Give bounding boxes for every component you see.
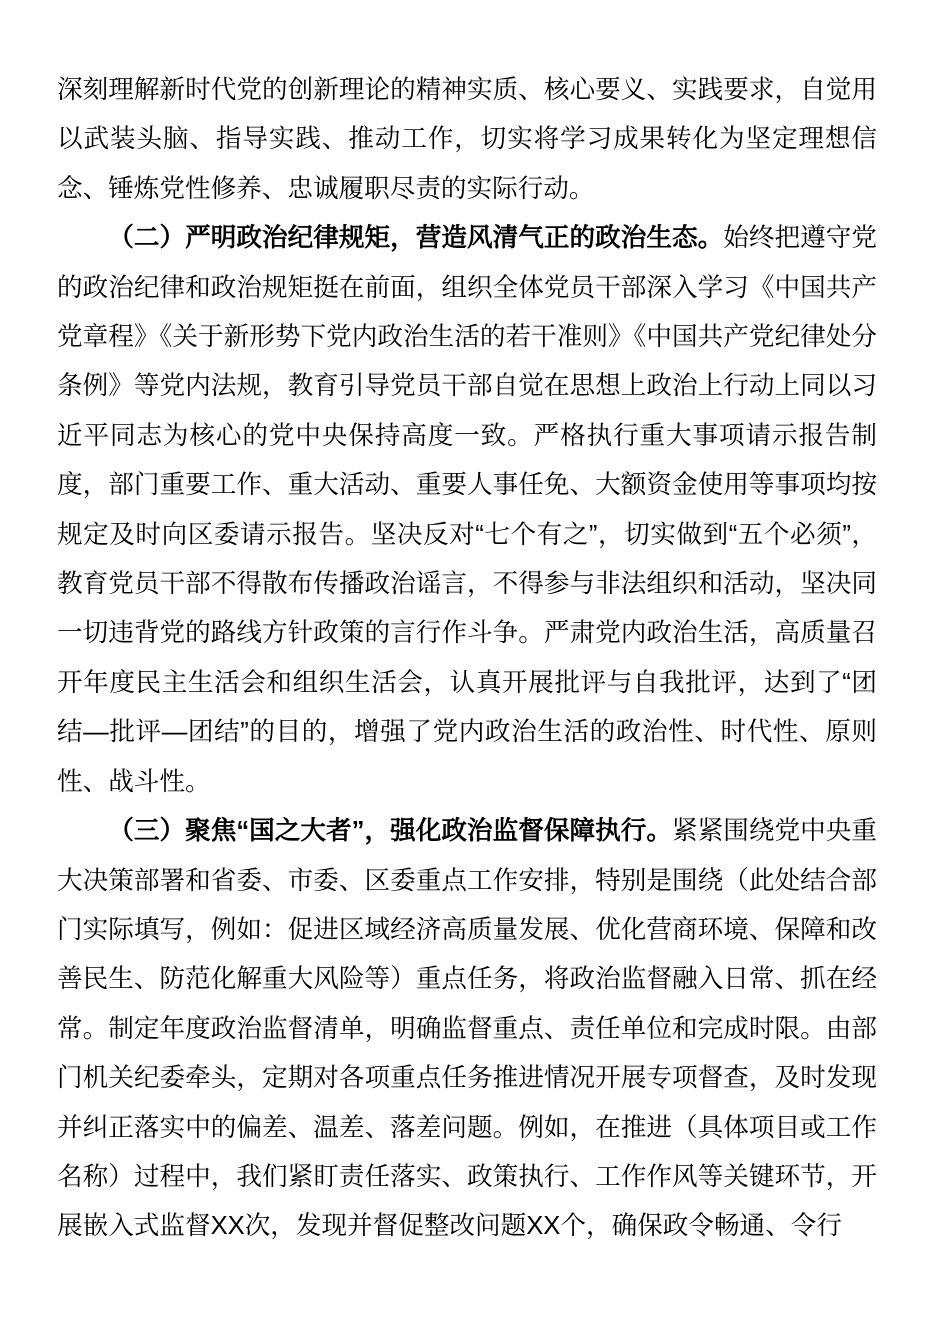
- section-3-heading: （三）聚焦“国之大者”，强化政治监督保障执行。: [108, 817, 672, 846]
- paragraph-section-3: [57, 807, 877, 1252]
- paragraph-continuation: 深刻理解新时代党的创新理论的精神实质、核心要义、实践要求，自觉用以武装头脑、指导实践、推动工作，切实将学习成果转化为坚定理想信念、锤炼党性修养、忠诚履职尽责的实际行动。: [57, 76, 877, 203]
- section-3-body: 紧紧围绕党中央重大决策部署和省委、市委、区委重点工作安排，特别是围绕（此处结合部门实际填写，例如：促进区域经济高质量发展、优化营商环境、保障和改善民生、防范化解重大风险等）重点任务，将政治监督融入日常、抓在经常。制定年度政治监督清单，明确监督重点、责任单位和完成时限。由部门机关纪委牵头，定期对各项重点任务推进情况开展专项督查，及时发现并纠正落实中的偏差、温差、落差问题。例如，在推进（具体项目或工作名称）过程中，我们紧盯责任落实、政策执行、工作作风等关键环节，开展嵌入式监督XX次，发现并督促整改问题XX个，确保政令畅通、令行: [57, 817, 877, 1241]
- paragraph-section-2: [57, 214, 877, 807]
- section-2-heading: （二）严明政治纪律规矩，营造风清气正的政治生态。: [108, 224, 724, 253]
- section-2-body: 始终把遵守党的政治纪律和政治规矩挺在前面，组织全体党员干部深入学习《中国共产党章程》《关于新形势下党内政治生活的若干准则》《中国共产党纪律处分条例》等党内法规，教育引导党员干部自觉在思想上政治上行动上同以习近平同志为核心的党中央保持高度一致。严格执行重大事项请示报告制度，部门重要工作、重大活动、重要人事任免、大额资金使用等事项均按规定及时向区委请示报告。坚决反对“七个有之”，切实做到“五个必须”，教育党员干部不得散布传播政治谣言，不得参与非法组织和活动，坚决同一切违背党的路线方针政策的言行作斗争。严肃党内政治生活，高质量召开年度民主生活会和组织生活会，认真开展批评与自我批评，达到了“团结—批评—团结”的目的，增强了党内政治生活的政治性、时代性、原则性、战斗性。: [57, 224, 877, 796]
